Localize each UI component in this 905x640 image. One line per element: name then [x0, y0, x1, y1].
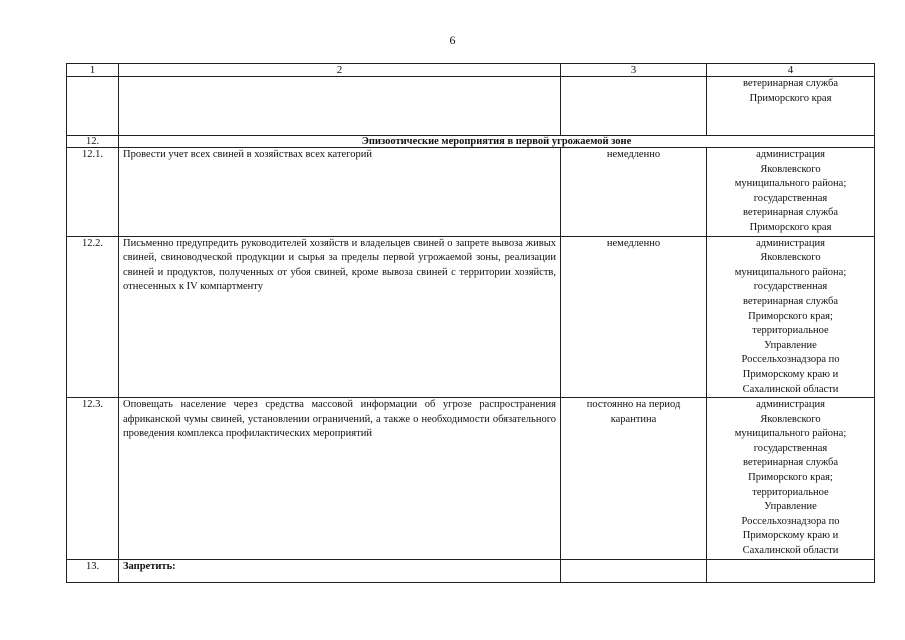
row-number: 12.2. [67, 236, 119, 398]
row-text: Запретить: [119, 559, 561, 582]
table-header-row [67, 64, 875, 77]
responsible-cell: ветеринарная служба Приморского края [707, 77, 875, 136]
row-number: 13. [67, 559, 119, 582]
page-number: 6 [449, 33, 456, 47]
table-row [67, 236, 875, 398]
table-row [67, 148, 875, 237]
row-term: немедленно [561, 148, 707, 237]
section-row [67, 136, 875, 148]
table-row [67, 559, 875, 582]
section-title: Эпизоотические мероприятия в первой угрожаемой зоне [119, 136, 875, 148]
column-header: 1 [67, 64, 119, 77]
section-number: 12. [67, 136, 119, 148]
continuation-row [67, 77, 875, 136]
row-text: Провести учет всех свиней в хозяйствах всех категорий [119, 148, 561, 237]
row-number: 12.1. [67, 148, 119, 237]
column-header: 3 [561, 64, 707, 77]
responsible-cell: администрация Яковлевского муниципального района; государственная ветеринарная служба Приморского края; территориальное Управление Россельхознадзора по Приморскому краю и Сахалинской области [707, 398, 875, 560]
column-header: 4 [707, 64, 875, 77]
row-number: 12.3. [67, 398, 119, 560]
table-row [67, 398, 875, 560]
responsible-cell: администрация Яковлевского муниципального района; государственная ветеринарная служба Приморского края [707, 148, 875, 237]
row-text: Оповещать население через средства массовой информации об угрозе распространения африканской чумы свиней, установлении ограничений, а также о необходимости обязательного проведения комплекса профилактических мероприятий [119, 398, 561, 560]
row-term: постоянно на период карантина [561, 398, 707, 560]
row-term: немедленно [561, 236, 707, 398]
responsible-cell: администрация Яковлевского муниципального района; государственная ветеринарная служба Приморского края; территориальное Управление Россельхознадзора по Приморскому краю и Сахалинской области [707, 236, 875, 398]
measures-table [66, 63, 875, 583]
row-text: Письменно предупредить руководителей хозяйств и владельцев свиней о запрете вывоза живых свиней, свиноводческой продукции и сырья за пределы первой угрожаемой зоны, реализации свиней и продуктов, полученных от убоя свиней, кроме вывоза свиней с территории хозяйств, отнесенных к IV компартменту [119, 236, 561, 398]
column-header: 2 [119, 64, 561, 77]
